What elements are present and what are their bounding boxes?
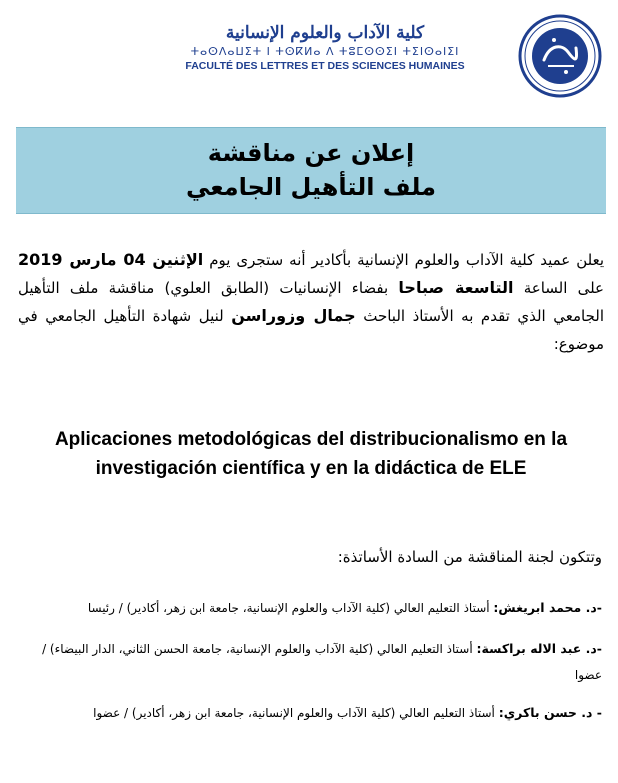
thesis-title-line-2: investigación científica y en la didáctica de ELE: [95, 458, 527, 479]
committee-member: [12, 636, 602, 688]
announcement-title-banner: [16, 127, 606, 214]
committee-member: [12, 700, 602, 726]
announcement-text-4: لنيل شهادة التأهيل الجامعي في موضوع:: [18, 307, 604, 353]
committee-intro: وتتكون لجنة المناقشة من السادة الأساتذة:: [337, 548, 602, 566]
faculty-name-arabic: كلية الآداب والعلوم الإنسانية: [225, 23, 425, 43]
member-details: أستاذ التعليم العالي (كلية الآداب والعلوم الإنسانية، جامعة ابن زهر، أكادير) / عضوا: [93, 706, 495, 720]
researcher-name: جمال وزوراسن: [231, 306, 356, 325]
announcement-text-2: على الساعة: [523, 279, 605, 297]
university-seal-logo: [518, 14, 602, 98]
banner-title-line-1: إعلان عن مناقشة: [207, 139, 415, 167]
thesis-title: [18, 425, 604, 483]
member-name: -د. عبد الاله براكسة:: [476, 641, 602, 656]
announcement-paragraph: [18, 246, 604, 358]
faculty-logo-text: [140, 22, 510, 73]
banner-title-line-2: ملف التأهيل الجامعي: [185, 173, 437, 201]
member-details: أستاذ التعليم العالي (كلية الآداب والعلوم الإنسانية، جامعة ابن زهر، أكادير) / رئيسا: [87, 601, 490, 615]
thesis-title-line-1: Aplicaciones metodológicas del distribucionalismo en la: [54, 429, 568, 450]
announcement-text-1: يعلن عميد كلية الآداب والعلوم الإنسانية بأكادير أنه ستجرى يوم: [209, 251, 605, 269]
member-details: أستاذ التعليم العالي (كلية الآداب والعلوم الإنسانية، جامعة الحسن الثاني، الدار البيضاء) / عضوا: [42, 642, 602, 682]
university-header: [140, 8, 610, 98]
member-name: - د. حسن باكري:: [498, 705, 602, 720]
faculty-name-tifinagh: ⵜⴰⵙⴷⴰⵡⵉⵜ ⵏ ⵜⵙⴽⵍⴰ ⴷ ⵜⵓⵎⵙⵙⵉⵏ ⵜⵉⵏⵙⴰⵏⵉⵏ: [190, 45, 460, 58]
committee-member: [12, 595, 602, 621]
defense-date: الإثنين 04 مارس 2019: [18, 250, 204, 269]
announcement-text-3: بفضاء الإنسانيات (الطابق العلوي) مناقشة ملف التأهيل الجامعي الذي تقدم به الأستاذ الباحث: [18, 279, 604, 325]
member-name: -د. محمد ابريغش:: [493, 600, 602, 615]
faculty-name-french: FACULTÉ DES LETTRES ET DES SCIENCES HUMAINES: [185, 60, 465, 72]
defense-time: التاسعة صباحا: [398, 278, 514, 297]
